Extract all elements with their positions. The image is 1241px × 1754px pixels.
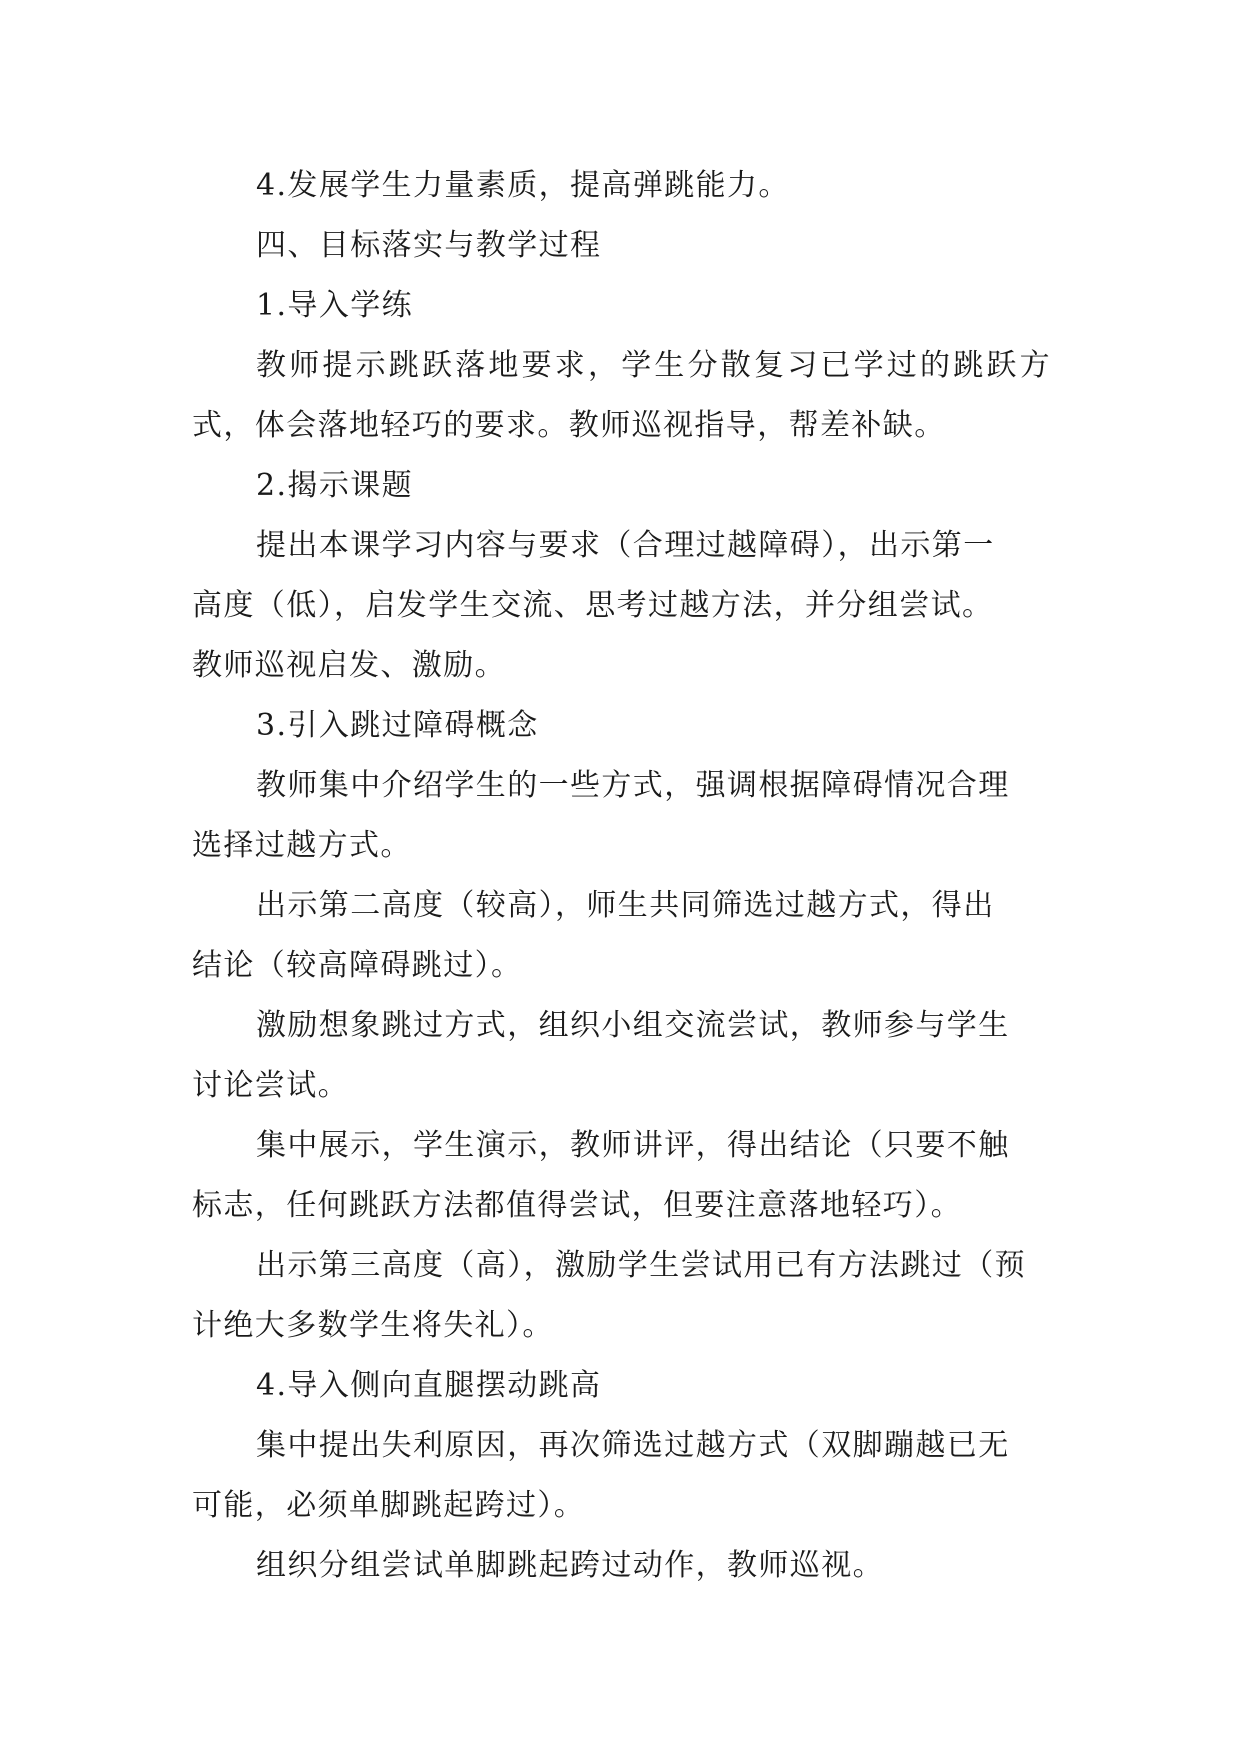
paragraph-line: 式，体会落地轻巧的要求。教师巡视指导，帮差补缺。 [192, 408, 946, 443]
document-body [192, 156, 1052, 1596]
paragraph-line: 教师集中介绍学生的一些方式，强调根据障碍情况合理 [256, 768, 1010, 803]
subheading-2: 2.揭示课题 [256, 468, 414, 503]
subheading-3: 3.引入跳过障碍概念 [256, 708, 539, 743]
subheading-1: 1.导入学练 [256, 288, 414, 323]
paragraph-line: 选择过越方式。 [192, 828, 412, 863]
paragraph-line: 标志，任何跳跃方法都值得尝试，但要注意落地轻巧）。 [192, 1188, 962, 1223]
paragraph-line: 集中提出失利原因，再次筛选过越方式（双脚蹦越已无 [256, 1428, 1010, 1463]
paragraph-line: 组织分组尝试单脚跳起跨过动作，教师巡视。 [256, 1548, 884, 1583]
section-heading-4: 四、目标落实与教学过程 [256, 228, 602, 263]
paragraph-line: 教师巡视启发、激励。 [192, 648, 506, 683]
paragraph-goal-4: 4.发展学生力量素质，提高弹跳能力。 [256, 168, 790, 203]
paragraph-line: 教师提示跳跃落地要求，学生分散复习已学过的跳跃方 [256, 348, 1053, 383]
paragraph-line: 讨论尝试。 [192, 1068, 349, 1103]
paragraph-line: 出示第三高度（高），激励学生尝试用已有方法跳过（预 [256, 1248, 1026, 1283]
paragraph-line: 高度（低），启发学生交流、思考过越方法，并分组尝试。 [192, 588, 994, 623]
paragraph-line: 集中展示，学生演示，教师讲评，得出结论（只要不触 [256, 1128, 1010, 1163]
paragraph-line: 提出本课学习内容与要求（合理过越障碍），出示第一 [256, 528, 995, 563]
paragraph-line: 出示第二高度（较高），师生共同筛选过越方式，得出 [256, 888, 995, 923]
subheading-4: 4.导入侧向直腿摆动跳高 [256, 1368, 602, 1403]
paragraph-line: 激励想象跳过方式，组织小组交流尝试，教师参与学生 [256, 1008, 1010, 1043]
paragraph-line: 计绝大多数学生将失礼）。 [192, 1308, 554, 1343]
paragraph-line: 结论（较高障碍跳过）。 [192, 948, 523, 983]
paragraph-line: 可能，必须单脚跳起跨过）。 [192, 1488, 586, 1523]
